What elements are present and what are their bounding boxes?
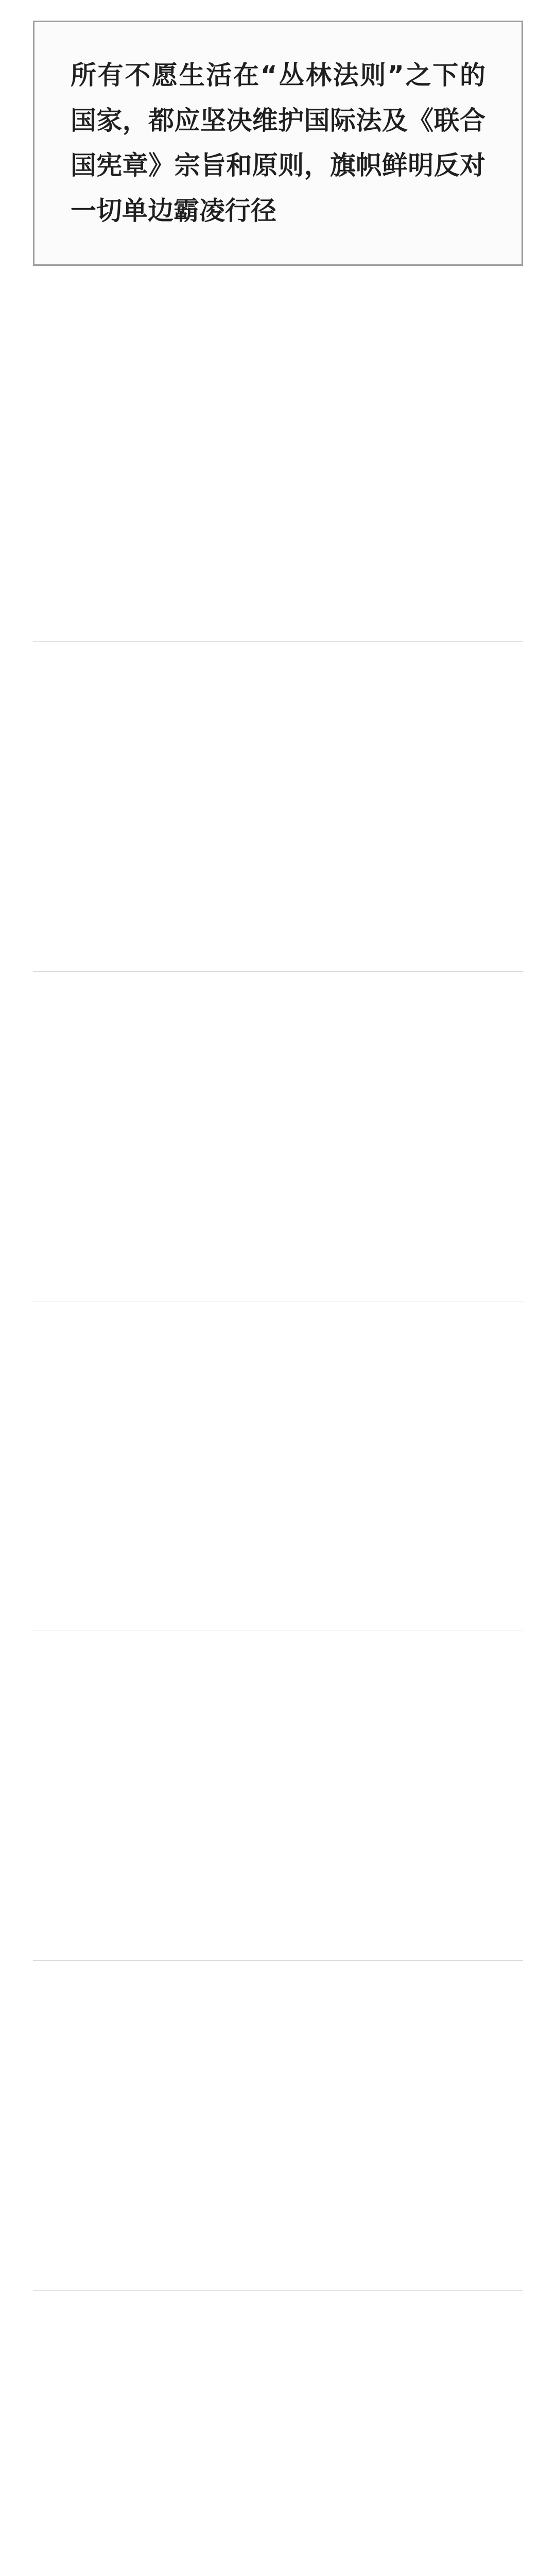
article-section-4 [33,1301,523,1631]
article-section-1 [33,312,523,642]
article-section-3 [33,972,523,1301]
article-section-2 [33,642,523,972]
article-section-5 [33,1631,523,1961]
headline-box [33,21,523,266]
article-section-7 [33,2291,523,2576]
article-section-6 [33,1961,523,2291]
article-headline: 所有不愿生活在“丛林法则”之下的国家，都应坚决维护国际法及《联合国宪章》宗旨和原则，旗帜鲜明反对一切单边霸凌行径 [71,60,485,226]
